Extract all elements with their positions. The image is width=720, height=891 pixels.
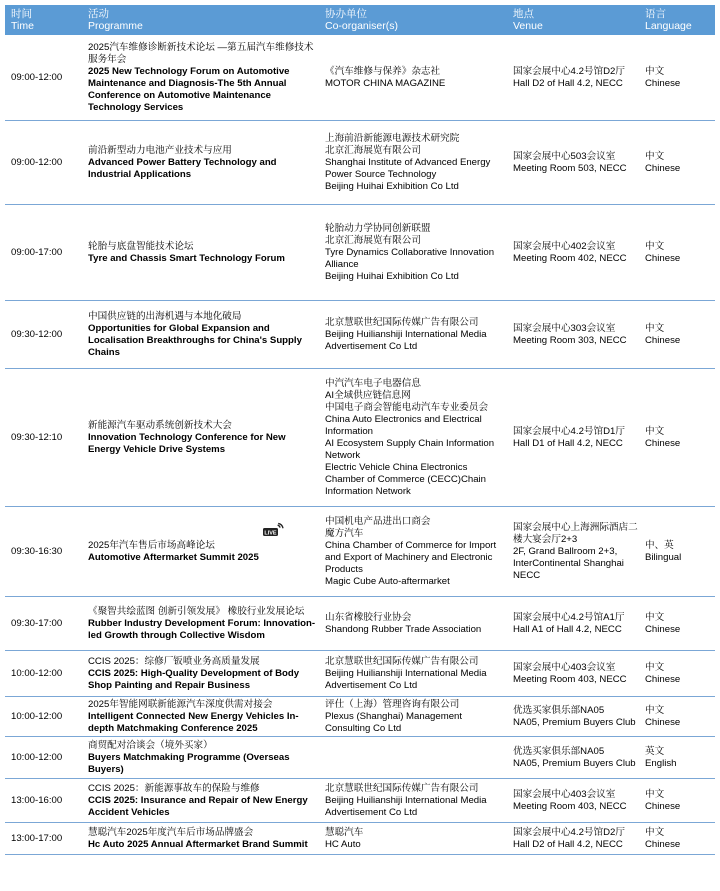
venue-line: 国家会展中心303会议室: [513, 322, 616, 334]
venue-line: NA05, Premium Buyers Club: [513, 716, 636, 728]
live-label: LIVE: [264, 530, 277, 537]
coorganiser-line: 中国机电产品进出口商会: [325, 515, 431, 527]
coorganiser-line: Tyre Dynamics Collaborative Innovation Alliance: [325, 246, 495, 270]
venue-cell: [507, 507, 639, 596]
language-cell: [639, 35, 715, 120]
venue-line: Hall D2 of Hall 4.2, NECC: [513, 77, 623, 89]
language-line: Chinese: [645, 800, 681, 812]
coorganiser-cell: [319, 369, 507, 506]
venue-line: 国家会展中心4.2号馆A1厅: [513, 611, 625, 623]
header-time: [5, 5, 82, 35]
table-row: [5, 301, 715, 369]
table-header: [5, 5, 715, 35]
language-cell: [639, 597, 715, 650]
table-row: [5, 597, 715, 651]
programme-title-cn: 商贸配对洽谈会（境外买家）: [88, 739, 213, 751]
programme-title-cn: 2025年汽车售后市场高峰论坛: [88, 539, 215, 551]
table-row: [5, 651, 715, 697]
programme-title-en: Innovation Technology Conference for New Energy Vehicle Drive Systems: [88, 431, 286, 455]
language-line: Bilingual: [645, 551, 682, 563]
language-line: English: [645, 757, 677, 769]
coorganiser-line: Beijing Huihai Exhibition Co Ltd: [325, 180, 459, 192]
coorganiser-cell: [319, 205, 507, 300]
venue-line: 国家会展中心403会议室: [513, 788, 616, 800]
programme-cell: [82, 35, 319, 120]
language-line: Chinese: [645, 623, 681, 635]
coorganiser-line: AI Ecosystem Supply Chain Information Network: [325, 437, 495, 461]
language-line: 中文: [645, 65, 665, 77]
language-line: 中文: [645, 150, 665, 162]
venue-cell: [507, 697, 639, 736]
table-row: [5, 697, 715, 737]
coorganiser-line: Beijing Huilianshiji International Media Advertisement Co Ltd: [325, 667, 487, 691]
coorganiser-line: Plexus (Shanghai) Management Consulting Co Ltd: [325, 710, 463, 734]
venue-line: Meeting Room 403, NECC: [513, 673, 627, 685]
language-cell: [639, 205, 715, 300]
venue-line: Meeting Room 403, NECC: [513, 800, 627, 812]
venue-line: 国家会展中心4.2号馆D2厅: [513, 826, 625, 838]
language-line: Chinese: [645, 716, 681, 728]
venue-line: 2F, Grand Ballroom 2+3, InterContinental Shanghai NECC: [513, 545, 624, 581]
programme-cell: [82, 369, 319, 506]
language-cell: [639, 301, 715, 368]
coorganiser-line: 中汽汽车电子电器信息: [325, 377, 421, 389]
header-time-cn: 时间: [11, 8, 32, 20]
header-time-en: Time: [11, 20, 34, 32]
language-line: Chinese: [645, 162, 681, 174]
header-coorg-cn: 协办单位: [325, 8, 367, 20]
coorganiser-cell: [319, 697, 507, 736]
programme-title-cn: 2025汽车维修诊断新技术论坛 —第五届汽车维修技术服务年会: [88, 41, 314, 65]
header-lang-en: Language: [645, 20, 692, 32]
programme-cell: [82, 697, 319, 736]
programme-title-en: Opportunities for Global Expansion and Localisation Breakthroughs for China's Supply Chains: [88, 322, 302, 358]
programme-title-cn: 新能源汽车驱动系统创新技术大会: [88, 419, 232, 431]
programme-title-en: CCIS 2025: Insurance and Repair of New Energy Accident Vehicles: [88, 794, 308, 818]
programme-cell: [82, 737, 319, 778]
venue-cell: [507, 737, 639, 778]
header-programme-en: Programme: [88, 20, 143, 32]
table-row: [5, 823, 715, 855]
venue-line: Hall A1 of Hall 4.2, NECC: [513, 623, 622, 635]
language-line: 中、英: [645, 539, 674, 551]
language-cell: [639, 697, 715, 736]
coorganiser-line: 北京慧联世纪国际传媒广告有限公司: [325, 782, 479, 794]
coorganiser-line: 中国电子商会智能电动汽车专业委员会: [325, 401, 489, 413]
language-line: Chinese: [645, 838, 681, 850]
coorganiser-line: AI全域供应链信息网: [325, 389, 411, 401]
programme-title-cn: 轮胎与底盘智能技术论坛: [88, 240, 194, 252]
table-row: [5, 369, 715, 507]
header-venue: [507, 5, 639, 35]
time-cell: 10:00-12:00: [11, 710, 63, 722]
venue-cell: [507, 121, 639, 204]
programme-title-cn: 《聚智共绘蓝图 创新引领发展》 橡胶行业发展论坛: [88, 605, 305, 617]
time-cell: 09:30-17:00: [11, 617, 63, 629]
venue-line: 国家会展中心4.2号馆D2厅: [513, 65, 625, 77]
venue-cell: [507, 597, 639, 650]
programme-cell: [82, 301, 319, 368]
language-line: Chinese: [645, 437, 681, 449]
table-row: [5, 205, 715, 301]
language-cell: [639, 779, 715, 822]
time-cell: 09:30-12:00: [11, 328, 63, 340]
coorganiser-line: 慧聪汽车: [325, 826, 364, 838]
table-row: [5, 507, 715, 597]
time-cell: 09:00-12:00: [11, 156, 63, 168]
language-cell: [639, 737, 715, 778]
time-cell: 13:00-17:00: [11, 832, 63, 844]
programme-title-cn: 慧聪汽车2025年度汽车后市场品牌盛会: [88, 826, 254, 838]
coorganiser-line: Beijing Huilianshiji International Media Advertisement Co Ltd: [325, 328, 487, 352]
time-cell: 10:00-12:00: [11, 751, 63, 763]
venue-line: NA05, Premium Buyers Club: [513, 757, 636, 769]
programme-title-en: Hc Auto 2025 Annual Aftermarket Brand Summit: [88, 838, 308, 850]
programme-title-cn: 2025年智能网联新能源汽车深度供需对接会: [88, 698, 273, 710]
coorganiser-line: 评仕（上海）管理咨询有限公司: [325, 698, 460, 710]
coorganiser-cell: [319, 597, 507, 650]
venue-line: 国家会展中心4.2号馆D1厅: [513, 425, 625, 437]
language-line: Chinese: [645, 334, 681, 346]
coorganiser-line: Electric Vehicle China Electronics Chamber of Commerce (CECC)Chain Information Network: [325, 461, 487, 497]
coorganiser-cell: [319, 737, 507, 778]
header-venue-en: Venue: [513, 20, 543, 32]
coorganiser-line: 北京汇海展览有限公司: [325, 144, 421, 156]
language-line: 中文: [645, 240, 665, 252]
coorganiser-cell: [319, 301, 507, 368]
time-cell: 09:00-17:00: [11, 246, 63, 258]
programme-cell: [82, 823, 319, 854]
programme-title-cn: 中国供应链的出海机遇与本地化破局: [88, 310, 242, 322]
programme-cell: [82, 507, 319, 596]
table-row: [5, 779, 715, 823]
coorganiser-line: Beijing Huilianshiji International Media Advertisement Co Ltd: [325, 794, 487, 818]
live-broadcast-icon: [263, 522, 285, 538]
venue-line: 优选买家俱乐部NA05: [513, 704, 605, 716]
programme-title-cn: CCIS 2025：新能源事故车的保险与维修: [88, 782, 260, 794]
venue-cell: [507, 35, 639, 120]
programme-cell: [82, 651, 319, 696]
venue-cell: [507, 369, 639, 506]
programme-cell: [82, 779, 319, 822]
programme-cell: [82, 121, 319, 204]
venue-cell: [507, 651, 639, 696]
language-cell: [639, 369, 715, 506]
coorganiser-line: China Chamber of Commerce for Import and Export of Machinery and Electronic Products: [325, 539, 497, 575]
coorganiser-cell: [319, 121, 507, 204]
time-cell: 09:30-12:10: [11, 431, 63, 443]
table-row: [5, 35, 715, 121]
coorganiser-line: 《汽车维修与保养》杂志社: [325, 65, 441, 77]
language-line: 中文: [645, 661, 665, 673]
programme-title-en: Rubber Industry Development Forum: Innovation-led Growth through Collective Wisdom: [88, 617, 316, 641]
venue-line: 国家会展中心403会议室: [513, 661, 616, 673]
programme-title-en: Advanced Power Battery Technology and Industrial Applications: [88, 156, 277, 180]
language-line: 中文: [645, 425, 665, 437]
coorganiser-cell: [319, 35, 507, 120]
time-cell: 10:00-12:00: [11, 667, 63, 679]
coorganiser-line: 魔方汽车: [325, 527, 364, 539]
signal-wave: [278, 525, 280, 527]
coorganiser-line: 山东省橡胶行业协会: [325, 611, 412, 623]
venue-line: 优选买家俱乐部NA05: [513, 745, 605, 757]
venue-line: Hall D1 of Hall 4.2, NECC: [513, 437, 623, 449]
header-venue-cn: 地点: [513, 8, 534, 20]
coorganiser-line: 上海前沿新能源电源技术研究院: [325, 132, 460, 144]
coorganiser-line: 北京慧联世纪国际传媒广告有限公司: [325, 655, 479, 667]
language-cell: [639, 121, 715, 204]
coorganiser-line: Shanghai Institute of Advanced Energy Power Source Technology: [325, 156, 491, 180]
programme-title-cn: CCIS 2025：综修厂钣喷业务高质量发展: [88, 655, 260, 667]
programme-title-en: Buyers Matchmaking Programme (Overseas Buyers): [88, 751, 290, 775]
language-line: 中文: [645, 826, 665, 838]
venue-line: Meeting Room 303, NECC: [513, 334, 627, 346]
venue-cell: [507, 205, 639, 300]
coorganiser-line: Beijing Huihai Exhibition Co Ltd: [325, 270, 459, 282]
language-line: 中文: [645, 322, 665, 334]
programme-title-en: 2025 New Technology Forum on Automotive Maintenance and Diagnosis-The 5th Annual Conference on Automotive Maintenance Technology Services: [88, 65, 290, 113]
language-cell: [639, 823, 715, 854]
header-coorg-en: Co-organiser(s): [325, 20, 398, 32]
venue-line: 国家会展中心上海洲际酒店二楼大宴会厅2+3: [513, 521, 638, 545]
programme-cell: [82, 597, 319, 650]
venue-cell: [507, 301, 639, 368]
programme-title-en: Tyre and Chassis Smart Technology Forum: [88, 252, 285, 264]
header-coorganisers: [319, 5, 507, 35]
venue-line: Hall D2 of Hall 4.2, NECC: [513, 838, 623, 850]
programme-title-en: Automotive Aftermarket Summit 2025: [88, 551, 259, 563]
language-line: 英文: [645, 745, 665, 757]
programme-title-en: CCIS 2025: High-Quality Development of Body Shop Painting and Repair Business: [88, 667, 300, 691]
coorganiser-cell: [319, 651, 507, 696]
coorganiser-line: HC Auto: [325, 838, 361, 850]
coorganiser-line: 北京汇海展览有限公司: [325, 234, 421, 246]
language-line: Chinese: [645, 673, 681, 685]
table-row: [5, 737, 715, 779]
coorganiser-line: 轮胎动力学协同创新联盟: [325, 222, 431, 234]
language-line: 中文: [645, 788, 665, 800]
language-line: 中文: [645, 611, 665, 623]
language-line: 中文: [645, 704, 665, 716]
coorganiser-cell: [319, 779, 507, 822]
programme-cell: [82, 205, 319, 300]
coorganiser-line: Magic Cube Auto-aftermarket: [325, 575, 450, 587]
venue-cell: [507, 779, 639, 822]
programme-title-en: Intelligent Connected New Energy Vehicles In-depth Matchmaking Conference 2025: [88, 710, 299, 734]
time-cell: 13:00-16:00: [11, 794, 63, 806]
coorganiser-line: China Auto Electronics and Electrical Information: [325, 413, 482, 437]
venue-line: 国家会展中心503会议室: [513, 150, 616, 162]
venue-line: 国家会展中心402会议室: [513, 240, 616, 252]
venue-line: Meeting Room 503, NECC: [513, 162, 627, 174]
time-cell: 09:30-16:30: [11, 545, 63, 557]
venue-line: Meeting Room 402, NECC: [513, 252, 627, 264]
table-body: [5, 35, 715, 855]
coorganiser-cell: [319, 507, 507, 596]
time-cell: 09:00-12:00: [11, 71, 63, 83]
coorganiser-line: Shandong Rubber Trade Association: [325, 623, 482, 635]
venue-cell: [507, 823, 639, 854]
header-programme-cn: 活动: [88, 8, 109, 20]
header-lang-cn: 语言: [645, 8, 666, 20]
coorganiser-cell: [319, 823, 507, 854]
programme-title-cn: 前沿新型动力电池产业技术与应用: [88, 144, 232, 156]
language-line: Chinese: [645, 77, 681, 89]
table-row: [5, 121, 715, 205]
header-programme: [82, 5, 319, 35]
header-language: [639, 5, 715, 35]
language-cell: [639, 651, 715, 696]
language-line: Chinese: [645, 252, 681, 264]
coorganiser-line: 北京慧联世纪国际传媒广告有限公司: [325, 316, 479, 328]
language-cell: [639, 507, 715, 596]
coorganiser-line: MOTOR CHINA MAGAZINE: [325, 77, 446, 89]
